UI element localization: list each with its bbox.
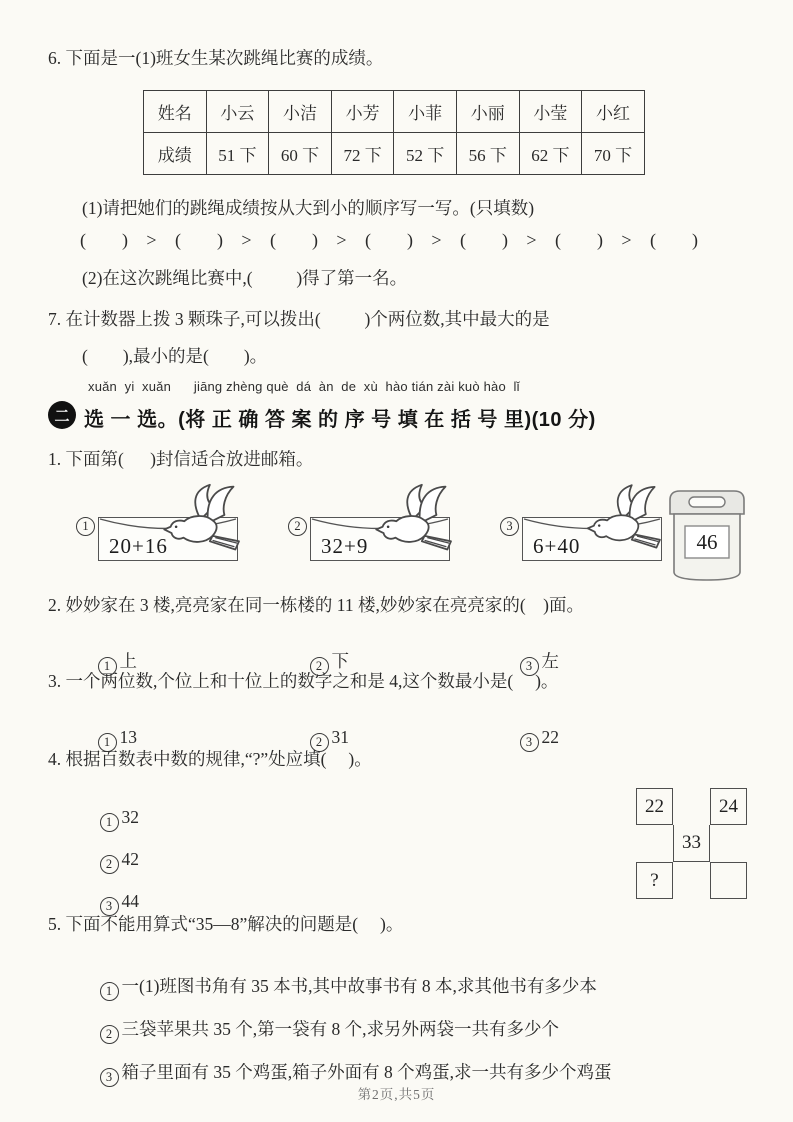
q7-line1: 7. 在计数器上拨 3 颗珠子,可以拨出( )个两位数,其中最大的是: [48, 309, 550, 329]
envelope-expression: 6+40: [533, 534, 581, 558]
q4-hundred-chart-fragment: [636, 788, 747, 899]
q1-stem: 1. 下面第( )封信适合放进邮箱。: [48, 449, 314, 469]
table-cell: 小云: [206, 91, 269, 133]
dove-icon: [374, 483, 466, 565]
q6-score-table: [143, 90, 645, 175]
grid-cell-center: 33: [673, 825, 710, 862]
circled-number: 2: [310, 733, 329, 752]
option-text: 31: [331, 727, 349, 747]
q4-stem: 4. 根据百数表中数的规律,“?”处应填( )。: [48, 749, 372, 769]
greater-than-sign: >: [621, 230, 632, 250]
table-row-scores: [144, 133, 645, 175]
q7-line2: ( ),最小的是( )。: [82, 346, 268, 366]
letter-option-1: [76, 483, 256, 588]
circled-number: 2: [100, 1025, 119, 1044]
table-cell: 51 下: [206, 133, 269, 175]
q2-stem: 2. 妙妙家在 3 楼,亮亮家在同一栋楼的 11 楼,妙妙家在亮亮家的( )面。: [48, 595, 585, 615]
option-text: 左: [541, 651, 559, 671]
table-cell: 72 下: [331, 133, 394, 175]
q6-sub1: (1)请把她们的跳绳成绩按从大到小的顺序写一写。(只填数): [82, 198, 535, 218]
answer-blank: ( ): [365, 230, 413, 250]
circled-number: 1: [98, 733, 117, 752]
grid-cell-top-middle: [673, 788, 710, 825]
mailbox: [664, 486, 750, 586]
answer-blank: ( ): [270, 230, 318, 250]
table-cell: 小菲: [394, 91, 457, 133]
envelope-expression: 32+9: [321, 534, 369, 558]
answer-blank: ( ): [460, 230, 508, 250]
circled-number: 3: [500, 517, 519, 536]
circled-number: 1: [98, 657, 117, 676]
option-text: 箱子里面有 35 个鸡蛋,箱子外面有 8 个鸡蛋,求一共有多少个鸡蛋: [121, 1062, 612, 1082]
table-cell: 姓名: [144, 91, 207, 133]
table-cell: 小红: [582, 91, 645, 133]
circled-number: 1: [100, 982, 119, 1001]
greater-than-sign: >: [241, 230, 252, 250]
grid-cell-top-left: 22: [636, 788, 673, 825]
circled-number: 3: [520, 657, 539, 676]
table-cell: 小洁: [269, 91, 332, 133]
q6-stem: 6. 下面是一(1)班女生某次跳绳比赛的成绩。: [48, 48, 384, 68]
option-text: 下: [331, 651, 349, 671]
option-text: 22: [541, 727, 559, 747]
page-footer: 第2页,共5页: [357, 1087, 436, 1102]
circled-number: 2: [310, 657, 329, 676]
q6-compare-line: [80, 230, 698, 251]
q3-option-3: [502, 706, 559, 773]
option-text: 42: [121, 849, 139, 869]
circled-number: 3: [100, 1068, 119, 1087]
grid-cell-bottom-left: ?: [636, 862, 673, 899]
option-text: 13: [119, 727, 137, 747]
table-cell: 56 下: [456, 133, 519, 175]
answer-blank: ( ): [650, 230, 698, 250]
table-cell: 小莹: [519, 91, 582, 133]
table-cell: 成绩: [144, 133, 207, 175]
section-pinyin: xuǎn yi xuǎn jiāng zhèng què dá àn de xù hào tián zài kuò hào lǐ: [88, 379, 520, 394]
table-cell: 60 下: [269, 133, 332, 175]
option-text: 一(1)班图书角有 35 本书,其中故事书有 8 本,求其他书有多少本: [121, 976, 597, 996]
table-cell: 52 下: [394, 133, 457, 175]
grid-cell-middle-left: [636, 825, 673, 862]
answer-blank: ( ): [555, 230, 603, 250]
circled-number: 1: [100, 813, 119, 832]
option-text: 上: [119, 651, 137, 671]
grid-cell-middle-right: [710, 825, 747, 862]
dove-icon: [586, 483, 674, 563]
table-cell: 小丽: [456, 91, 519, 133]
option-text: 三袋苹果共 35 个,第一袋有 8 个,求另外两袋一共有多少个: [121, 1019, 559, 1039]
greater-than-sign: >: [526, 230, 537, 250]
table-cell: 70 下: [582, 133, 645, 175]
table-cell: 62 下: [519, 133, 582, 175]
q5-stem: 5. 下面不能用算式“35—8”解决的问题是( )。: [48, 914, 404, 934]
section-title: 选 一 选。(将 正 确 答 案 的 序 号 填 在 括 号 里)(10 分): [84, 409, 596, 431]
greater-than-sign: >: [431, 230, 442, 250]
greater-than-sign: >: [146, 230, 157, 250]
table-row-names: [144, 91, 645, 133]
option-text: 32: [121, 807, 139, 827]
circled-number: 2: [288, 517, 307, 536]
circled-number: 3: [520, 733, 539, 752]
letter-option-3: [500, 483, 680, 588]
greater-than-sign: >: [336, 230, 347, 250]
circled-number: 3: [100, 897, 119, 916]
answer-blank: ( ): [175, 230, 223, 250]
mailbox-number: 46: [696, 529, 718, 554]
option-text: 44: [121, 891, 139, 911]
circled-number: 1: [76, 517, 95, 536]
grid-cell-bottom-right: [710, 862, 747, 899]
answer-blank: ( ): [80, 230, 128, 250]
table-cell: 小芳: [331, 91, 394, 133]
dove-icon: [162, 483, 254, 565]
section-number-badge: 二: [48, 401, 76, 429]
q1-letters-row: [0, 483, 793, 591]
circled-number: 2: [100, 855, 119, 874]
q3-stem: 3. 一个两位数,个位上和十位上的数字之和是 4,这个数最小是( )。: [48, 671, 559, 691]
letter-option-2: [288, 483, 468, 588]
envelope-expression: 20+16: [109, 534, 168, 558]
grid-cell-bottom-middle: [673, 862, 710, 899]
grid-cell-top-right: 24: [710, 788, 747, 825]
q6-sub2: (2)在这次跳绳比赛中,( )得了第一名。: [82, 268, 408, 288]
